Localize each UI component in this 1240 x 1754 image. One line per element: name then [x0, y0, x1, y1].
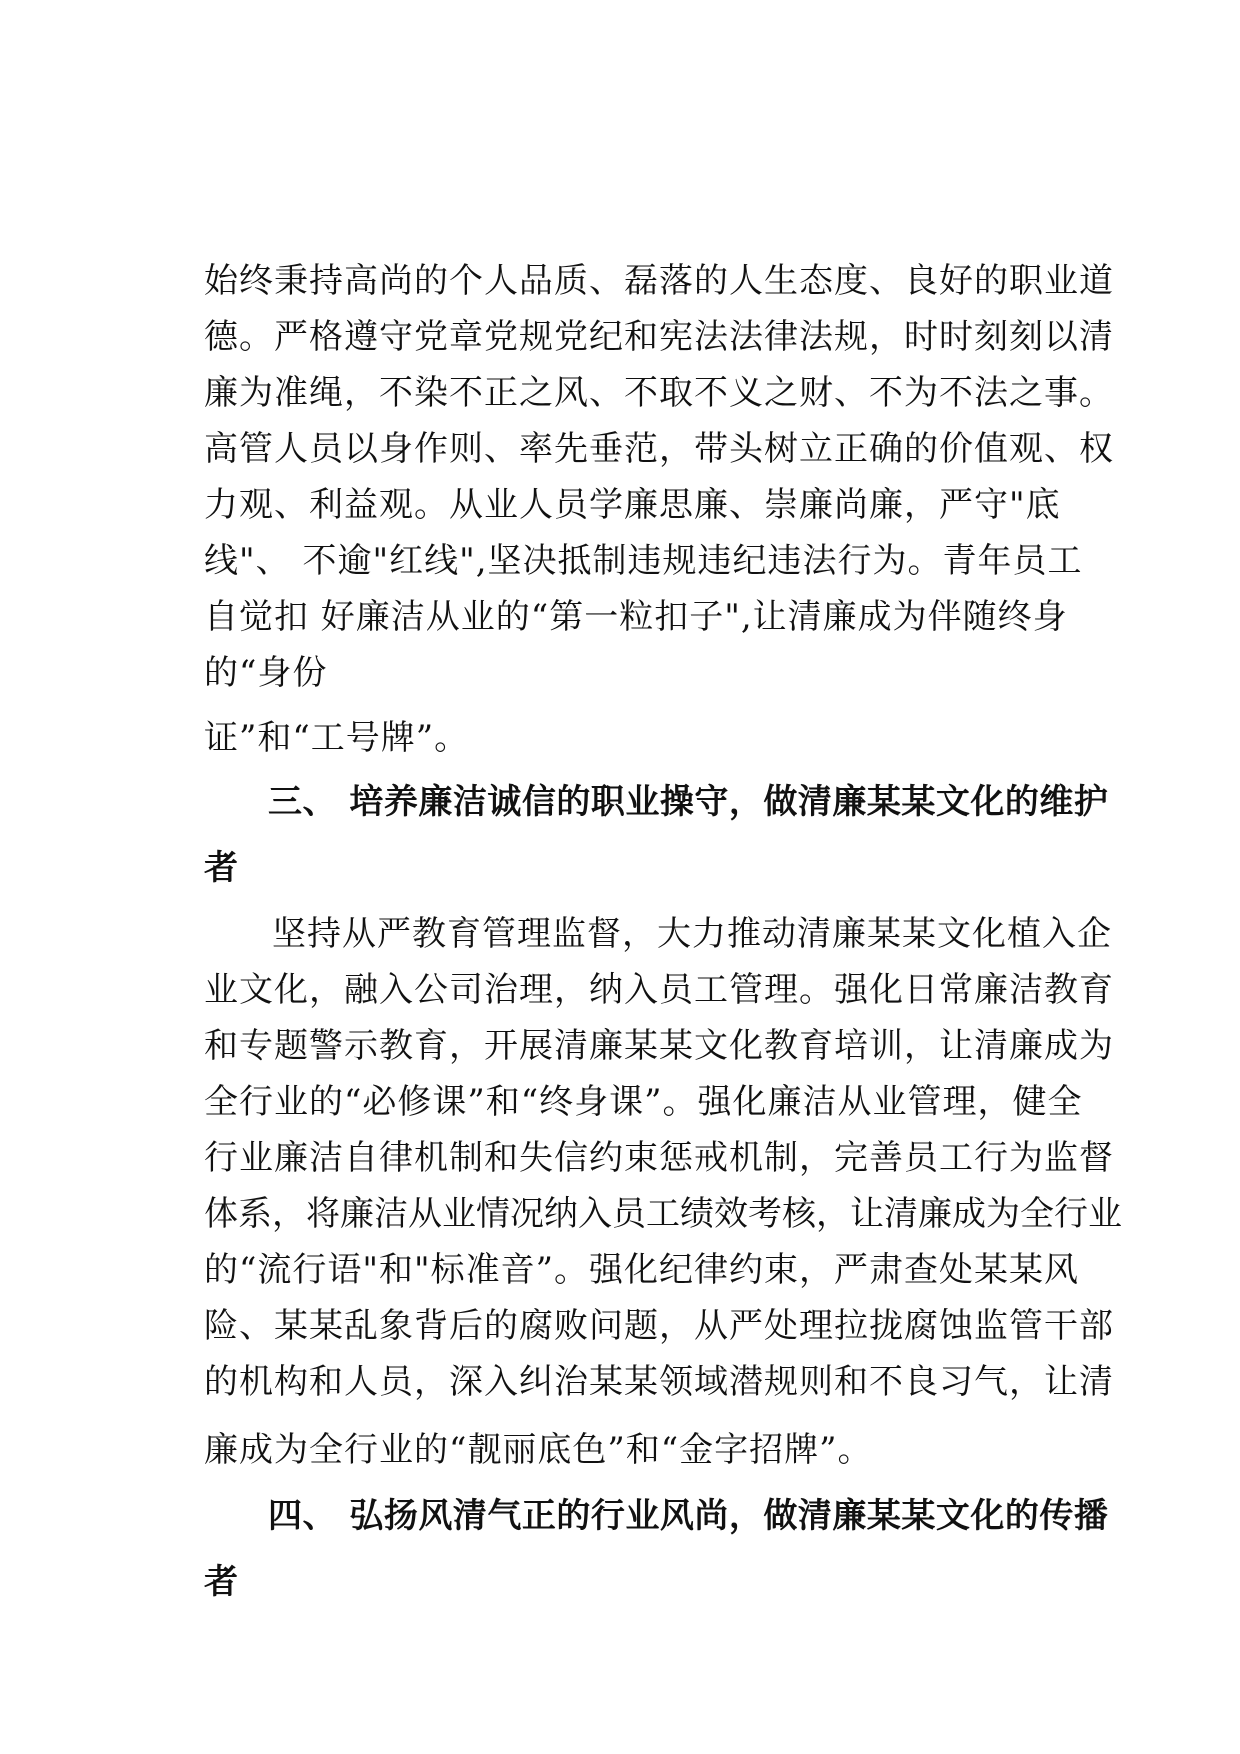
section-heading: 四、 弘扬风清气正的行业风尚，做清廉某某文化的传播: [268, 1496, 1109, 1536]
paragraph-line: 廉成为全行业的“靓丽底色”和“金字招牌”。: [204, 1430, 873, 1470]
paragraph-line: 业文化，融入公司治理，纳入员工管理。强化日常廉洁教育: [204, 970, 1114, 1010]
paragraph-line: 的“身份: [204, 653, 328, 693]
paragraph-line: 坚持从严教育管理监督，大力推动清廉某某文化植入企: [272, 914, 1112, 954]
paragraph-line: 廉为准绳，不染不正之风、不取不义之财、不为不法之事。: [204, 373, 1114, 413]
paragraph-line: 体系，将廉洁从业情况纳入员工绩效考核，让清廉成为全行业: [204, 1194, 1122, 1234]
paragraph-line: 的“流行语"和"标准音”。强化纪律约束，严肃查处某某风: [204, 1250, 1080, 1290]
paragraph-line: 始终秉持高尚的个人品质、磊落的人生态度、良好的职业道: [204, 261, 1114, 301]
paragraph-line: 高管人员以身作则、率先垂范，带头树立正确的价值观、权: [204, 429, 1114, 469]
paragraph-line: 和专题警示教育，开展清廉某某文化教育培训，让清廉成为: [204, 1026, 1114, 1066]
paragraph-line: 力观、利益观。从业人员学廉思廉、崇廉尚廉，严守"底: [204, 485, 1061, 525]
section-heading-continuation: 者: [204, 848, 239, 888]
paragraph-line: 德。严格遵守党章党规党纪和宪法法律法规，时时刻刻以清: [204, 317, 1114, 357]
paragraph-line: 自觉扣 好廉洁从业的“第一粒扣子",让清廉成为伴随终身: [204, 597, 1068, 637]
paragraph-line: 证”和“工号牌”。: [204, 718, 470, 758]
paragraph-line: 线"、 不逾"红线",坚决抵制违规违纪违法行为。青年员工: [204, 541, 1083, 581]
paragraph-line: 全行业的“必修课”和“终身课”。强化廉洁从业管理，健全: [204, 1082, 1083, 1122]
section-heading-continuation: 者: [204, 1562, 239, 1602]
section-heading: 三、 培养廉洁诚信的职业操守，做清廉某某文化的维护: [268, 782, 1109, 822]
paragraph-line: 险、某某乱象背后的腐败问题，从严处理拉拢腐蚀监管干部: [204, 1306, 1114, 1346]
paragraph-line: 行业廉洁自律机制和失信约束惩戒机制，完善员工行为监督: [204, 1138, 1114, 1178]
paragraph-line: 的机构和人员，深入纠治某某领域潜规则和不良习气，让清: [204, 1362, 1114, 1402]
